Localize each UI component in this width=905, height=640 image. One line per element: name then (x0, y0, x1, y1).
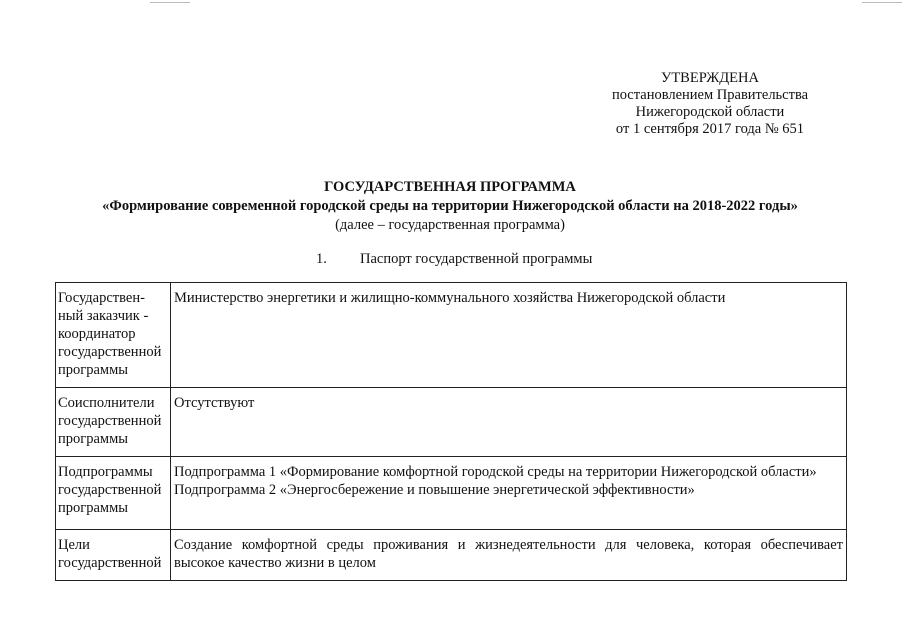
label-line: координатор (58, 326, 136, 342)
program-subtitle: «Формирование современной городской среды на территории Нижегородской области на 2018-2022 годы» (102, 198, 798, 214)
row-label (56, 530, 171, 581)
row-value (171, 283, 847, 388)
value-text: Подпрограмма 2 «Энергосбережение и повышение энергетической эффективности» (174, 482, 695, 498)
approval-title: УТВЕРЖДЕНА (661, 70, 759, 86)
label-line: ный заказчик - (58, 308, 149, 324)
label-line: Соисполнители (58, 395, 155, 411)
label-line: Цели (58, 537, 90, 553)
program-note: (далее – государственная программа) (335, 217, 565, 233)
label-line: Государствен- (58, 290, 145, 306)
approval-block (560, 70, 860, 138)
label-line: государственной (58, 344, 162, 360)
label-line: Подпрограммы (58, 464, 153, 480)
section-number: 1. (316, 251, 327, 267)
table-row (56, 457, 847, 530)
approval-line: Нижегородской области (635, 104, 785, 120)
row-label (56, 283, 171, 388)
scan-artifact (862, 2, 902, 3)
table-row (56, 530, 847, 581)
approval-line: постановлением Правительства (611, 87, 809, 103)
scan-artifact (150, 2, 190, 3)
value-text: Подпрограмма 1 «Формирование комфортной городской среды на территории Нижегородской области» (174, 464, 817, 480)
value-text: Министерство энергетики и жилищно-коммунального хозяйства Нижегородской области (174, 290, 726, 306)
row-value (171, 457, 847, 530)
row-value (171, 388, 847, 457)
label-line: программы (58, 431, 128, 447)
label-line: программы (58, 362, 128, 378)
value-text: Отсутствуют (174, 395, 255, 411)
passport-table (55, 282, 847, 581)
row-label (56, 388, 171, 457)
label-line: государственной (58, 482, 162, 498)
program-title: ГОСУДАРСТВЕННАЯ ПРОГРАММА (324, 179, 576, 195)
section-heading (316, 250, 592, 268)
row-value (171, 530, 847, 581)
value-text: Создание комфортной среды проживания и жизнедеятельности для человека, которая обеспечивает высокое качество жизни в целом (174, 537, 843, 571)
approval-line: от 1 сентября 2017 года № 651 (615, 121, 805, 137)
label-line: программы (58, 500, 128, 516)
section-title: Паспорт государственной программы (360, 251, 593, 267)
label-line: государственной (58, 555, 162, 571)
program-heading (40, 178, 860, 235)
row-label (56, 457, 171, 530)
table-row (56, 388, 847, 457)
table-row (56, 283, 847, 388)
label-line: государственной (58, 413, 162, 429)
